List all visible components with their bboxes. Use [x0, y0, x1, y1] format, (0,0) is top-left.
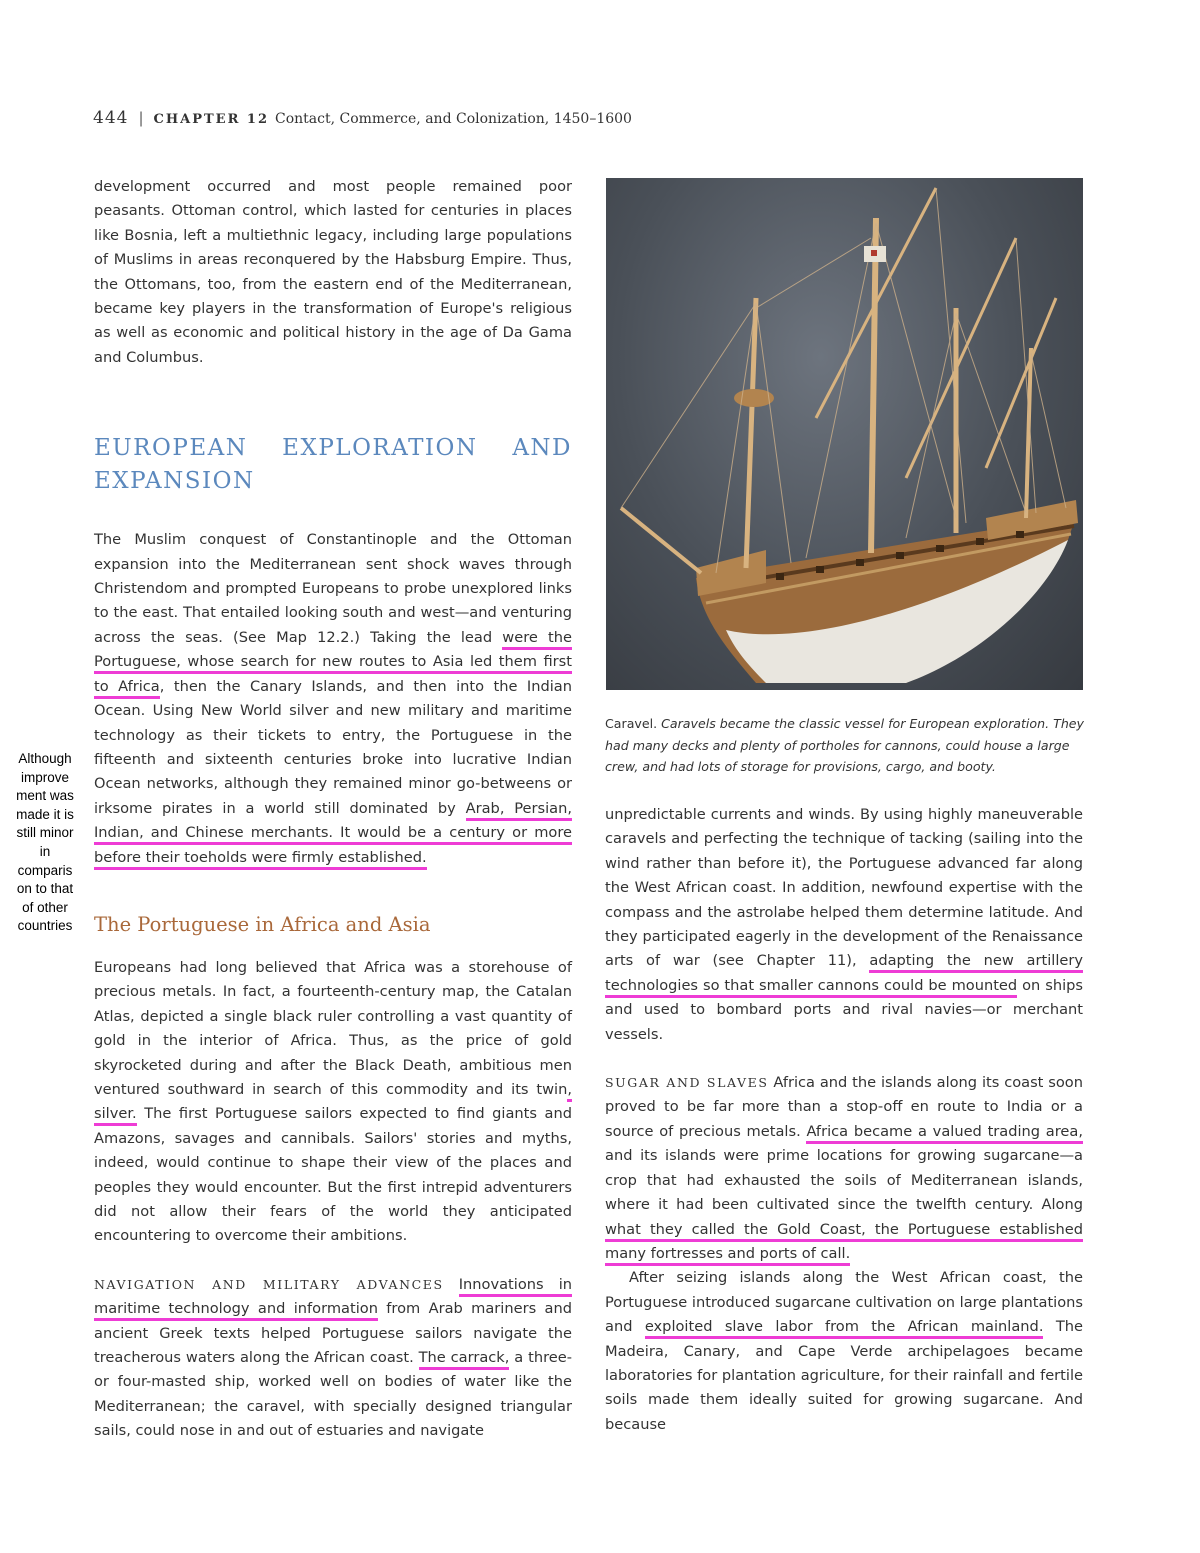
text-run: The first Portuguese sailors expected to find giants and Amazons, savages and cannibals. Sailors' stories and myths, indeed, would continue to shape their view of the places and peoples they would encounter. But the first intrepid adventurers did not allow their fears of the world they anticipated encountering to overcome their ambitions.	[94, 1105, 572, 1245]
sugar-paragraph	[605, 1071, 1083, 1266]
text-run: unpredictable currents and winds. By using highly maneuverable caravels and perfecting the technique of tacking (sailing into the wind rather than before it), the Portuguese advanced far along the West African coast. In addition, newfound expertise with the compass and the astrolabe helped them determine latitude. And they participated eagerly in the development of the Renaissance arts of war (see Chapter 11),	[605, 806, 1083, 970]
highlight: adapting the new artillery technologies so that smaller cannons could be mounted	[605, 952, 1083, 997]
caption-text: Caravels became the classic vessel for European exploration. They had many decks and plenty of portholes for cannons, could house a large crew, and had lots of storage for provisions, cargo, and booty.	[605, 716, 1085, 774]
intro-paragraph: development occurred and most people remained poor peasants. Ottoman control, which lasted for centuries in places like Bosnia, left a multiethnic legacy, including large populations of Muslims in areas reconquered by the Habsburg Empire. Thus, the Ottomans, too, from the eastern end of the Mediterranean, became key players in the transformation of Europe's religious as well as economic and political history in the age of Da Gama and Columbus.	[94, 178, 572, 366]
highlight: , silver.	[94, 1081, 572, 1126]
highlight: exploited slave labor from the African mainland.	[645, 1318, 1044, 1339]
text-run: from Arab mariners and ancient Greek texts helped Portuguese sailors navigate the treacherous waters along the African coast.	[94, 1300, 572, 1367]
page-number: 444	[93, 108, 129, 128]
chapter-label: CHAPTER 12	[153, 112, 270, 127]
section-heading: EUROPEAN EXPLORATION AND EXPANSION	[94, 435, 572, 495]
highlight: Africa became a valued trading area,	[806, 1123, 1083, 1144]
highlight: what they called the Gold Coast, the Portuguese established many fortresses and ports of call.	[605, 1221, 1083, 1266]
highlight: Arab, Persian, Indian, and Chinese merchants. It would be a century or more before their toeholds were firmly established.	[94, 800, 572, 870]
plantation-paragraph	[605, 1266, 1083, 1437]
highlight: Innovations in maritime technology and information	[94, 1276, 572, 1321]
text-run: a three- or four-masted ship, worked well on bodies of water like the Mediterranean; the caravel, with specially designed triangular sails, could nose in and out of estuaries and navigate	[94, 1349, 572, 1440]
running-header	[93, 108, 632, 128]
text-run: on ships and used to bombard ports and rival navies—or merchant vessels.	[605, 976, 1083, 1043]
caravel-photo	[606, 178, 1083, 690]
caravel-paragraph	[605, 803, 1083, 1047]
africa-paragraph	[94, 956, 572, 1249]
text-run: After seizing islands along the West African coast, the Portuguese introduced sugarcane cultivation on large plantations and	[605, 1269, 1083, 1336]
text-run: Africa and the islands along its coast soon proved to be far more than a stop-off en route to India or a source of precious metals.	[605, 1074, 1083, 1140]
highlight: The carrack,	[419, 1349, 510, 1370]
handwritten-margin-note: Although improve ment was made it is still minor in comparis on to that of other countries	[16, 751, 74, 934]
subsection-heading: The Portuguese in Africa and Asia	[94, 912, 431, 936]
text-run: , then the Canary Islands, and then into the Indian Ocean. Using New World silver and new military and maritime technology as their tickets to entry, the Portuguese in the fifteenth and sixteenth centuries broke into lucrative Indian Ocean networks, although they remained minor go-betweens or irksome pirates in a world still dominated by	[94, 677, 572, 817]
exploration-paragraph	[94, 528, 572, 870]
header-separator: |	[138, 109, 144, 127]
text-run: The Muslim conquest of Constantinople and the Ottoman expansion into the Mediterranean sent shock waves through Christendom and prompted Europeans to probe unexplored links to the east. That entailed looking south and west—and venturing across the seas. (See Map 12.2.) Taking the lead	[94, 531, 572, 646]
text-run: Europeans had long believed that Africa was a storehouse of precious metals. In fact, a fourteenth-century map, the Catalan Atlas, depicted a single black ruler controlling a vast quantity of gold in the interior of Africa. Thus, as the price of gold skyrocketed during and after the Black Death, ambitious men ventured southward in search of this commodity and its twin	[94, 958, 572, 1098]
navigation-paragraph	[94, 1273, 572, 1444]
chapter-title: Contact, Commerce, and Colonization, 1450–1600	[275, 111, 632, 127]
run-in-heading: SUGAR AND SLAVES	[605, 1075, 769, 1091]
text-run: and its islands were prime locations for growing sugarcane—a crop that had exhausted the soils of Mediterranean islands, where it had been cultivated since the twelfth century. Along	[605, 1147, 1083, 1214]
ship-illustration	[606, 178, 1083, 690]
caption-label: Caravel.	[605, 716, 658, 731]
right-column	[605, 803, 1083, 1437]
left-column	[94, 175, 572, 1444]
highlight: were the Portuguese, whose search for new routes to Asia led them first to Africa	[94, 629, 572, 699]
figure-caption	[605, 713, 1085, 778]
text-run: The Madeira, Canary, and Cape Verde archipelagoes became laboratories for plantation agriculture, for their rainfall and fertile soils made them ideally suited for growing sugarcane. And because	[605, 1318, 1083, 1433]
run-in-heading: NAVIGATION AND MILITARY ADVANCES	[94, 1276, 444, 1292]
